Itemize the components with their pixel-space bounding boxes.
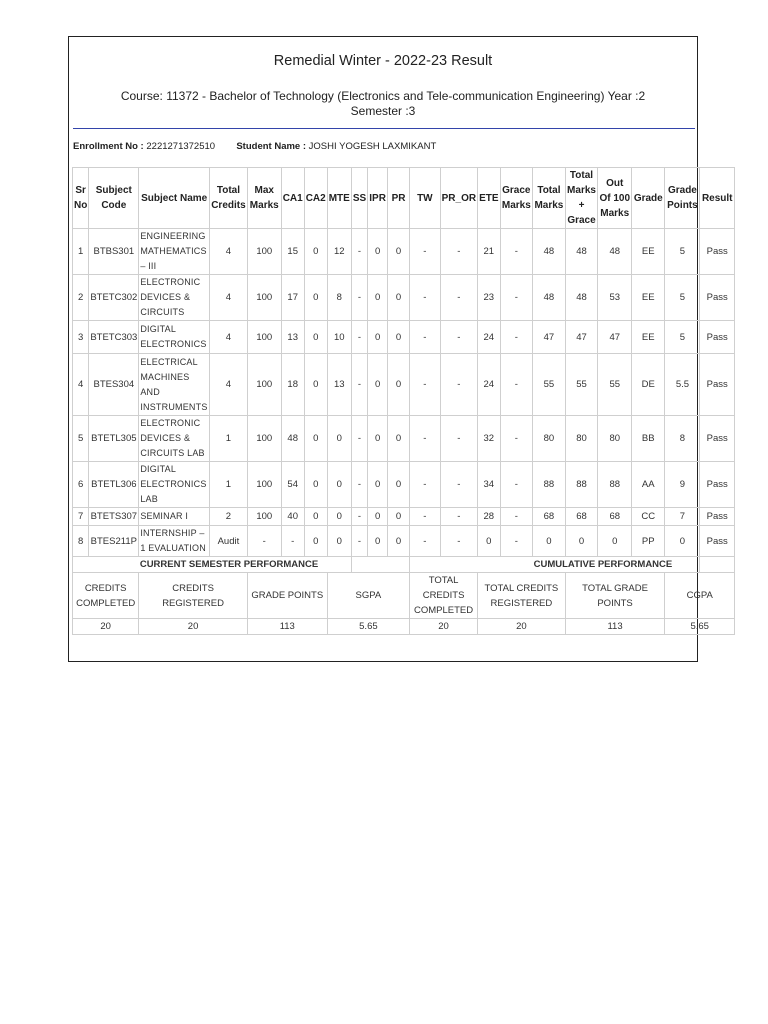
cell-subject-name: ELECTRONIC DEVICES & CIRCUITS LAB (139, 416, 210, 462)
cell-result: Pass (700, 416, 735, 462)
sgpa-label: SGPA (327, 573, 409, 619)
cell-grace-marks: - (500, 229, 533, 275)
table-row (73, 416, 735, 462)
cell-ca2: 0 (304, 321, 327, 354)
cell-pr: 0 (388, 462, 410, 508)
cell-ca1: 18 (281, 354, 304, 416)
cell-sr-no: 5 (73, 416, 89, 462)
cell-ete: 24 (478, 321, 500, 354)
cell-subject-code: BTETL306 (89, 462, 139, 508)
cell-sr-no: 8 (73, 526, 89, 557)
cell-ete: 21 (478, 229, 500, 275)
cell-grade: AA (632, 462, 665, 508)
cell-pr: 0 (388, 416, 410, 462)
cell-grade: CC (632, 508, 665, 526)
cell-ca2: 0 (304, 462, 327, 508)
cell-ss: - (351, 462, 367, 508)
cell-max-marks: 100 (247, 354, 281, 416)
cell-sr-no: 4 (73, 354, 89, 416)
credits-completed-value: 20 (73, 619, 139, 635)
cell-ca1: 13 (281, 321, 304, 354)
cell-max-marks: 100 (247, 275, 281, 321)
table-row (73, 275, 735, 321)
cell-ca2: 0 (304, 354, 327, 416)
cell-total-credits: 4 (210, 275, 248, 321)
cell-result: Pass (700, 508, 735, 526)
cell-pr: 0 (388, 229, 410, 275)
cell-grace-marks: - (500, 526, 533, 557)
cell-pr-or: - (440, 229, 477, 275)
cell-ipr: 0 (368, 508, 388, 526)
cell-total-credits: 4 (210, 229, 248, 275)
grade-points-label: GRADE POINTS (247, 573, 327, 619)
table-row (73, 508, 735, 526)
cell-total-credits: 1 (210, 416, 248, 462)
cell-pr-or: - (440, 462, 477, 508)
col-ca2: CA2 (304, 168, 327, 229)
cell-grade-points: 0 (665, 526, 700, 557)
cell-total-marks: 48 (533, 275, 566, 321)
cell-mte: 12 (327, 229, 351, 275)
cell-out-of-100: 68 (598, 508, 632, 526)
cell-sr-no: 1 (73, 229, 89, 275)
cell-ipr: 0 (368, 354, 388, 416)
cell-subject-code: BTETC303 (89, 321, 139, 354)
total-credits-registered-label: TOTAL CREDITS REGISTERED (478, 573, 566, 619)
cell-ca2: 0 (304, 275, 327, 321)
col-ete: ETE (478, 168, 500, 229)
col-mte: MTE (327, 168, 351, 229)
cell-sr-no: 2 (73, 275, 89, 321)
total-grade-points-label: TOTAL GRADE POINTS (565, 573, 665, 619)
col-total-marks-grace: Total Marks + Grace (565, 168, 598, 229)
cell-ca1: 15 (281, 229, 304, 275)
col-subject-code: Subject Code (89, 168, 139, 229)
cell-ete: 0 (478, 526, 500, 557)
col-ss: SS (351, 168, 367, 229)
cell-tw: - (410, 416, 441, 462)
performance-values-row (73, 619, 735, 635)
cell-tw: - (410, 462, 441, 508)
col-pr: PR (388, 168, 410, 229)
cell-mte: 0 (327, 462, 351, 508)
cell-ete: 34 (478, 462, 500, 508)
cell-result: Pass (700, 321, 735, 354)
cell-ipr: 0 (368, 526, 388, 557)
cell-ipr: 0 (368, 416, 388, 462)
cell-subject-code: BTES304 (89, 354, 139, 416)
table-row (73, 526, 735, 557)
cell-result: Pass (700, 229, 735, 275)
enrollment-label: Enrollment No : (73, 141, 144, 152)
cell-total-marks: 88 (533, 462, 566, 508)
cell-pr-or: - (440, 321, 477, 354)
cell-subject-code: BTES211P (89, 526, 139, 557)
credits-registered-label: CREDITS REGISTERED (139, 573, 248, 619)
cell-total-marks-grace: 88 (565, 462, 598, 508)
cell-grade-points: 5.5 (665, 354, 700, 416)
cell-mte: 0 (327, 416, 351, 462)
cell-ca2: 0 (304, 508, 327, 526)
cell-sr-no: 6 (73, 462, 89, 508)
grade-points-value: 113 (247, 619, 327, 635)
col-pr-or: PR_OR (440, 168, 477, 229)
cell-grade: DE (632, 354, 665, 416)
cell-total-credits: 1 (210, 462, 248, 508)
cell-ss: - (351, 354, 367, 416)
cell-max-marks: 100 (247, 462, 281, 508)
cell-sr-no: 7 (73, 508, 89, 526)
cell-grace-marks: - (500, 321, 533, 354)
table-row (73, 229, 735, 275)
cell-grade: EE (632, 229, 665, 275)
cell-max-marks: 100 (247, 229, 281, 275)
cell-total-marks: 0 (533, 526, 566, 557)
cell-mte: 13 (327, 354, 351, 416)
cell-out-of-100: 47 (598, 321, 632, 354)
cell-max-marks: 100 (247, 508, 281, 526)
cell-ca1: 48 (281, 416, 304, 462)
cell-ete: 32 (478, 416, 500, 462)
cell-ca2: 0 (304, 526, 327, 557)
cell-total-credits: 2 (210, 508, 248, 526)
cell-ipr: 0 (368, 275, 388, 321)
cell-sr-no: 3 (73, 321, 89, 354)
cell-ca1: 54 (281, 462, 304, 508)
table-header-row (73, 168, 735, 229)
cell-total-marks-grace: 55 (565, 354, 598, 416)
cell-grade: BB (632, 416, 665, 462)
col-sr-no: Sr No (73, 168, 89, 229)
cell-pr-or: - (440, 526, 477, 557)
cell-grade-points: 5 (665, 321, 700, 354)
cell-grade-points: 5 (665, 275, 700, 321)
cell-mte: 8 (327, 275, 351, 321)
cell-tw: - (410, 321, 441, 354)
cell-total-marks-grace: 80 (565, 416, 598, 462)
col-subject-name: Subject Name (139, 168, 210, 229)
cell-ca1: 40 (281, 508, 304, 526)
cell-subject-code: BTETC302 (89, 275, 139, 321)
cgpa-label: CGPA (665, 573, 735, 619)
student-info (73, 141, 436, 152)
cell-total-marks: 80 (533, 416, 566, 462)
col-grade: Grade (632, 168, 665, 229)
cell-total-credits: Audit (210, 526, 248, 557)
cell-ete: 28 (478, 508, 500, 526)
cell-pr-or: - (440, 354, 477, 416)
cell-pr-or: - (440, 508, 477, 526)
cell-total-marks-grace: 68 (565, 508, 598, 526)
cell-subject-name: DIGITAL ELECTRONICS (139, 321, 210, 354)
cell-pr-or: - (440, 275, 477, 321)
cell-pr: 0 (388, 354, 410, 416)
cell-ss: - (351, 526, 367, 557)
current-performance-label: CURRENT SEMESTER PERFORMANCE (139, 557, 352, 573)
col-ca1: CA1 (281, 168, 304, 229)
enrollment-value: 2221271372510 (146, 141, 216, 152)
col-out-of-100: Out Of 100 Marks (598, 168, 632, 229)
cell-total-marks-grace: 47 (565, 321, 598, 354)
cell-subject-name: ELECTRONIC DEVICES & CIRCUITS (139, 275, 210, 321)
cell-max-marks: 100 (247, 416, 281, 462)
cell-result: Pass (700, 526, 735, 557)
cell-tw: - (410, 508, 441, 526)
cell-ca1: - (281, 526, 304, 557)
cell-max-marks: 100 (247, 321, 281, 354)
cell-total-marks-grace: 48 (565, 275, 598, 321)
cell-subject-name: INTERNSHIP – 1 EVALUATION (139, 526, 210, 557)
semester-line: Semester :3 (350, 104, 416, 118)
col-max-marks: Max Marks (247, 168, 281, 229)
cell-pr: 0 (388, 508, 410, 526)
col-total-marks: Total Marks (533, 168, 566, 229)
cell-grade-points: 5 (665, 229, 700, 275)
cell-total-marks: 68 (533, 508, 566, 526)
cell-pr: 0 (388, 275, 410, 321)
col-grace-marks: Grace Marks (500, 168, 533, 229)
col-grade-points: Grade Points (665, 168, 700, 229)
cell-tw: - (410, 229, 441, 275)
cell-ca2: 0 (304, 416, 327, 462)
cell-mte: 10 (327, 321, 351, 354)
cell-out-of-100: 48 (598, 229, 632, 275)
cell-total-marks-grace: 0 (565, 526, 598, 557)
col-result: Result (700, 168, 735, 229)
cell-out-of-100: 0 (598, 526, 632, 557)
cell-ipr: 0 (368, 229, 388, 275)
cell-ss: - (351, 508, 367, 526)
performance-section-row (73, 557, 735, 573)
cell-ca1: 17 (281, 275, 304, 321)
cell-subject-name: ELECTRICAL MACHINES AND INSTRUMENTS (139, 354, 210, 416)
course-line: Course: 11372 - Bachelor of Technology (Electronics and Tele-communication Engineering) Year :2 (120, 89, 646, 103)
cell-subject-name: ENGINEERING MATHEMATICS – III (139, 229, 210, 275)
cell-grace-marks: - (500, 462, 533, 508)
cell-pr: 0 (388, 321, 410, 354)
total-credits-completed-label: TOTAL CREDITS COMPLETED (410, 573, 478, 619)
cell-grade-points: 7 (665, 508, 700, 526)
cell-tw: - (410, 275, 441, 321)
course-info (79, 89, 687, 119)
cgpa-value: 5.65 (665, 619, 735, 635)
cell-total-marks: 55 (533, 354, 566, 416)
table-row (73, 354, 735, 416)
cell-out-of-100: 53 (598, 275, 632, 321)
cell-out-of-100: 55 (598, 354, 632, 416)
total-grade-points-value: 113 (565, 619, 665, 635)
cell-tw: - (410, 526, 441, 557)
cell-pr: 0 (388, 526, 410, 557)
cell-tw: - (410, 354, 441, 416)
cell-mte: 0 (327, 508, 351, 526)
cell-grade: EE (632, 275, 665, 321)
cumulative-performance-label: CUMULATIVE PERFORMANCE (533, 557, 700, 573)
cell-grace-marks: - (500, 416, 533, 462)
cell-mte: 0 (327, 526, 351, 557)
cell-ss: - (351, 416, 367, 462)
cell-grade-points: 8 (665, 416, 700, 462)
cell-pr-or: - (440, 416, 477, 462)
cell-grace-marks: - (500, 275, 533, 321)
result-table (72, 167, 735, 635)
total-credits-completed-value: 20 (410, 619, 478, 635)
cell-ca2: 0 (304, 229, 327, 275)
cell-subject-code: BTETS307 (89, 508, 139, 526)
cell-ipr: 0 (368, 321, 388, 354)
table-row (73, 321, 735, 354)
cell-max-marks: - (247, 526, 281, 557)
cell-ss: - (351, 275, 367, 321)
cell-subject-code: BTBS301 (89, 229, 139, 275)
cell-total-marks: 47 (533, 321, 566, 354)
cell-out-of-100: 80 (598, 416, 632, 462)
performance-labels-row (73, 573, 735, 619)
cell-ss: - (351, 321, 367, 354)
student-name-label: Student Name : (236, 141, 307, 152)
col-total-credits: Total Credits (210, 168, 248, 229)
credits-registered-value: 20 (139, 619, 248, 635)
cell-grace-marks: - (500, 354, 533, 416)
cell-grade-points: 9 (665, 462, 700, 508)
cell-subject-name: DIGITAL ELECTRONICS LAB (139, 462, 210, 508)
student-name-value: JOSHI YOGESH LAXMIKANT (308, 141, 437, 152)
cell-total-credits: 4 (210, 354, 248, 416)
cell-total-credits: 4 (210, 321, 248, 354)
cell-ete: 23 (478, 275, 500, 321)
divider (73, 128, 695, 129)
cell-ss: - (351, 229, 367, 275)
cell-subject-name: SEMINAR I (139, 508, 210, 526)
cell-grade: PP (632, 526, 665, 557)
cell-ete: 24 (478, 354, 500, 416)
cell-total-marks: 48 (533, 229, 566, 275)
cell-out-of-100: 88 (598, 462, 632, 508)
total-credits-registered-value: 20 (478, 619, 566, 635)
table-row (73, 462, 735, 508)
cell-grace-marks: - (500, 508, 533, 526)
page-title: Remedial Winter - 2022-23 Result (273, 53, 493, 69)
cell-result: Pass (700, 275, 735, 321)
cell-total-marks-grace: 48 (565, 229, 598, 275)
cell-grade: EE (632, 321, 665, 354)
sgpa-value: 5.65 (327, 619, 409, 635)
cell-ipr: 0 (368, 462, 388, 508)
col-tw: TW (410, 168, 441, 229)
cell-subject-code: BTETL305 (89, 416, 139, 462)
cell-result: Pass (700, 354, 735, 416)
cell-result: Pass (700, 462, 735, 508)
col-ipr: IPR (368, 168, 388, 229)
credits-completed-label: CREDITS COMPLETED (73, 573, 139, 619)
